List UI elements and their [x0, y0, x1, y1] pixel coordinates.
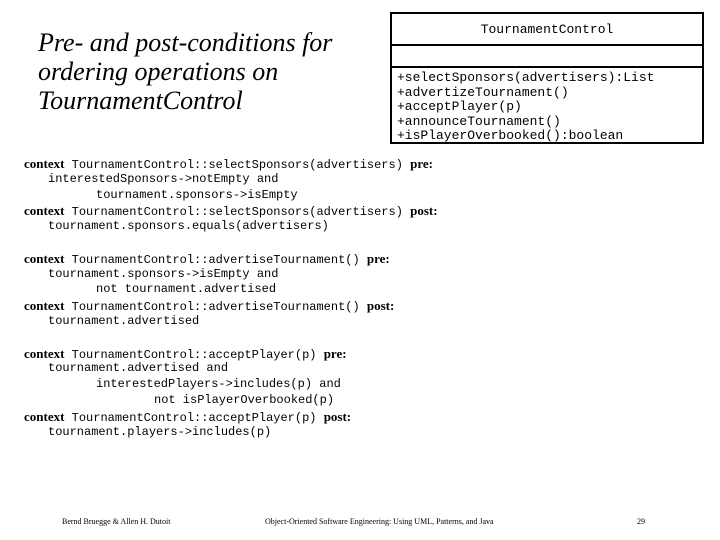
uml-operation: +announceTournament(): [397, 113, 561, 129]
footer-authors: Bernd Bruegge & Allen H. Dutoit: [62, 517, 171, 526]
condition-line: interestedPlayers->includes(p) and: [96, 377, 341, 392]
condition-line: tournament.sponsors->isEmpty and: [48, 266, 279, 281]
footer-book-title: Object-Oriented Software Engineering: Using UML, Patterns, and Java: [265, 517, 494, 526]
condition-line: not isPlayerOverbooked(p): [154, 392, 335, 407]
post-keyword: post:: [366, 298, 395, 314]
uml-class-box: [390, 12, 704, 144]
context-keyword: context: [24, 203, 65, 219]
pre-header: [24, 251, 714, 267]
context-expression: TournamentControl::acceptPlayer(p): [71, 347, 317, 362]
condition-line: tournament.sponsors->isEmpty: [96, 187, 298, 202]
context-expression: TournamentControl::selectSponsors(advertisers): [71, 158, 403, 172]
context-keyword: context: [24, 408, 65, 424]
ocl-constraints: [24, 156, 714, 456]
condition-line: tournament.sponsors.equals(advertisers): [48, 219, 329, 234]
pre-header: [24, 346, 714, 362]
uml-operation: +advertizeTournament(): [397, 84, 569, 100]
pre-header: [24, 156, 714, 172]
condition-line: tournament.advertised and: [48, 361, 229, 376]
context-keyword: context: [24, 345, 65, 361]
condition-line: not tournament.advertised: [96, 282, 277, 297]
constraint-advertise-tournament: [24, 251, 714, 330]
post-header: [24, 203, 714, 219]
pre-keyword: pre:: [323, 345, 347, 361]
condition-line: interestedSponsors->notEmpty and: [48, 171, 279, 186]
uml-operation: +selectSponsors(advertisers):List: [397, 70, 655, 85]
post-header: [24, 298, 714, 314]
pre-keyword: pre:: [410, 156, 433, 171]
condition-line: tournament.players->includes(p): [48, 424, 272, 439]
context-keyword: context: [24, 156, 65, 171]
constraint-select-sponsors: [24, 156, 714, 235]
context-expression: TournamentControl::selectSponsors(advertisers): [71, 205, 403, 220]
constraint-accept-player: [24, 346, 714, 441]
context-keyword: context: [24, 298, 65, 314]
post-keyword: post:: [410, 203, 438, 219]
post-header: [24, 409, 714, 425]
pre-keyword: pre:: [366, 250, 390, 266]
context-expression: TournamentControl::advertiseTournament(): [71, 252, 360, 267]
uml-operations-compartment: [392, 68, 702, 144]
uml-operation: +isPlayerOverbooked():boolean: [397, 128, 624, 143]
context-expression: TournamentControl::acceptPlayer(p): [71, 410, 317, 425]
context-expression: TournamentControl::advertiseTournament(): [71, 300, 360, 315]
condition-line: tournament.advertised: [48, 313, 200, 328]
post-keyword: post:: [323, 408, 352, 424]
footer-page-number: 29: [637, 517, 645, 526]
uml-operation: +acceptPlayer(p): [397, 99, 522, 114]
uml-class-name: TournamentControl: [392, 14, 702, 46]
uml-attributes-compartment: [392, 46, 702, 68]
slide-title: Pre- and post-conditions for ordering operations on TournamentControl: [38, 28, 333, 115]
context-keyword: context: [24, 250, 65, 266]
